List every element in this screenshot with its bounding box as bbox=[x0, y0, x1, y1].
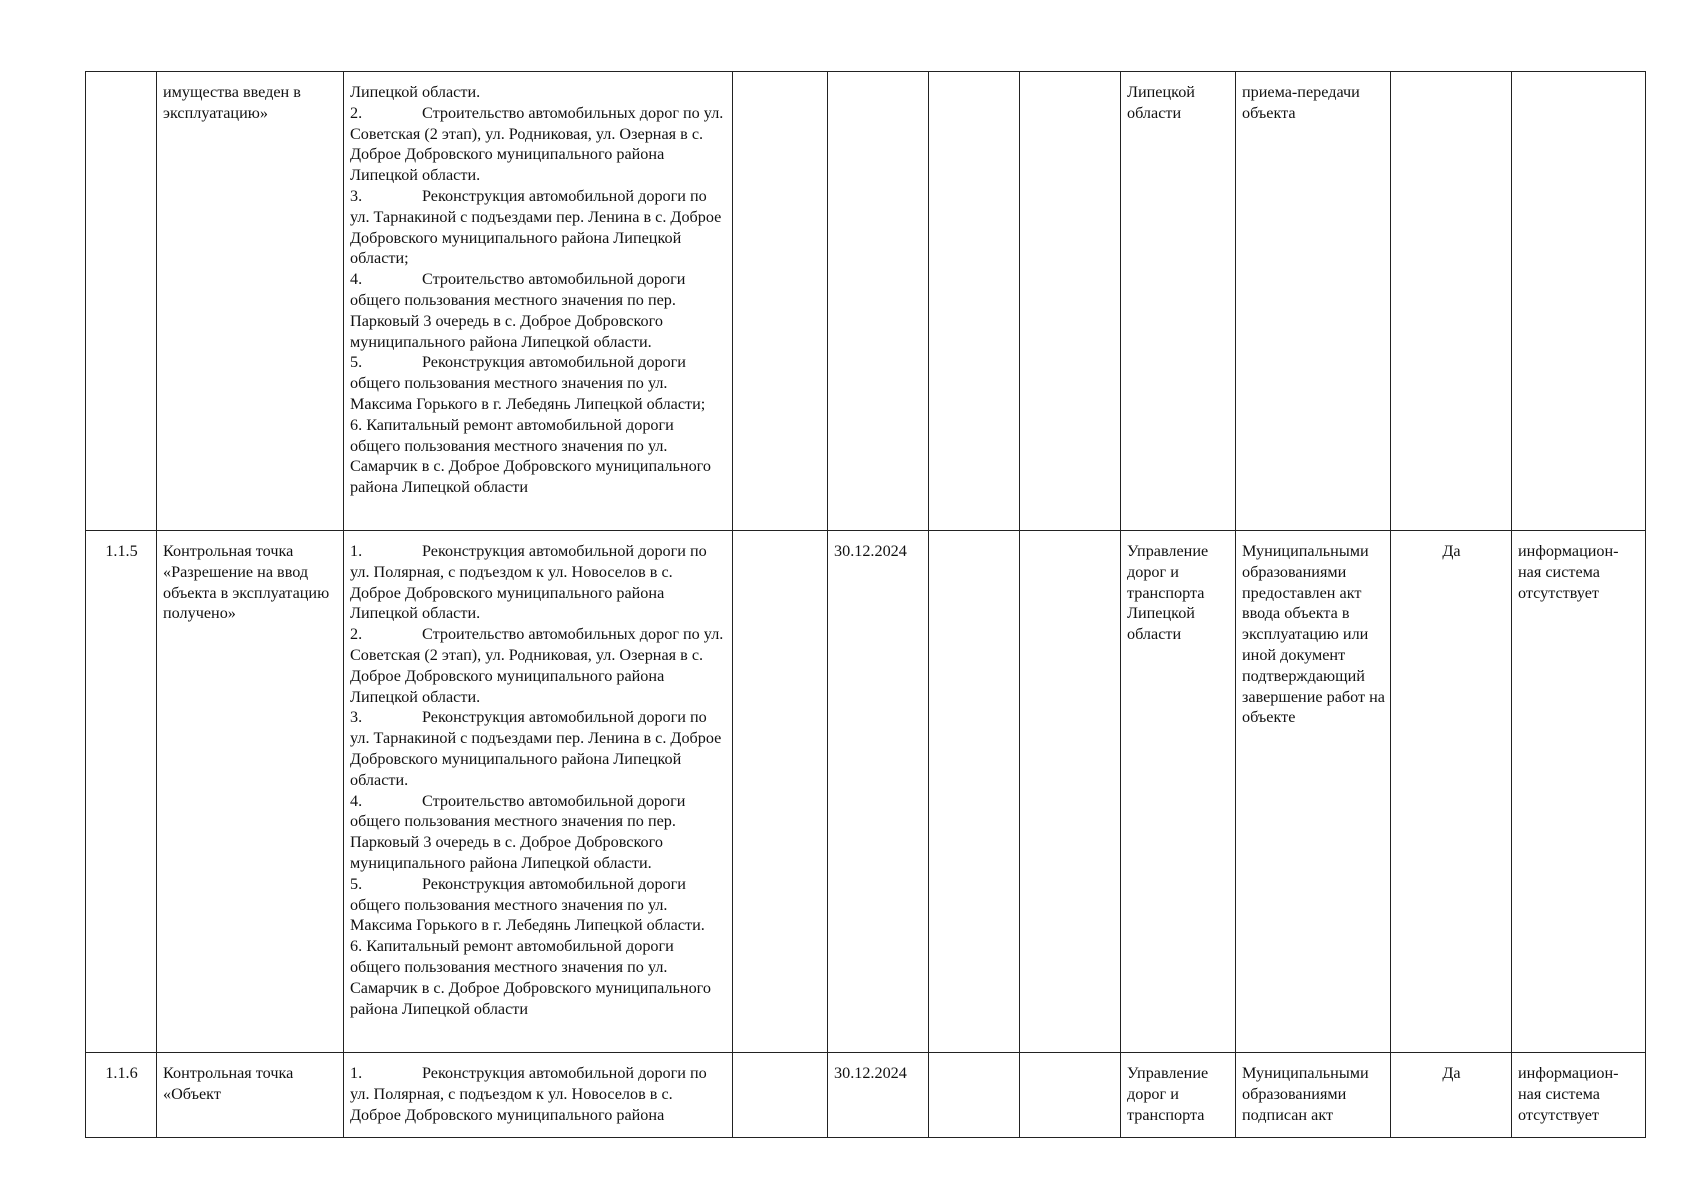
document-cell: приема-передачи объекта bbox=[1236, 72, 1391, 531]
object-item: 2. Строительство автомобильных дорог по ул. Советская (2 этап), ул. Родниковая, ул. Озерная в с. Доброе Добровского муниципального района Липецкой области. bbox=[350, 625, 724, 706]
checkpoint-name: Контрольная точка «Разрешение на ввод объекта в эксплуатацию получено» bbox=[157, 531, 344, 1053]
object-item: 1. Реконструкция автомобильной дороги по ул. Полярная, с подъездом к ул. Новоселов в с. Доброе Добровского муниципального района bbox=[350, 1064, 707, 1124]
table-row bbox=[86, 1053, 1646, 1138]
date-cell: 30.12.2024 bbox=[828, 531, 929, 1053]
object-item: 4. Строительство автомобильной дороги общего пользования местного значения по пер. Парковый 3 очередь в с. Доброе Добровского муниципального района Липецкой области. bbox=[350, 270, 686, 351]
table-row bbox=[86, 531, 1646, 1053]
object-list bbox=[344, 1053, 733, 1138]
empty-cell bbox=[733, 72, 828, 531]
table-row bbox=[86, 72, 1646, 531]
object-item: 1. Реконструкция автомобильной дороги по ул. Полярная, с подъездом к ул. Новоселов в с. Доброе Добровского муниципального района Липецкой области. bbox=[350, 542, 707, 623]
responsible-cell: Управление дорог и транспорта Липецкой области bbox=[1121, 531, 1236, 1053]
object-item: 5. Реконструкция автомобильной дороги общего пользования местного значения по ул. Максима Горького в г. Лебедянь Липецкой области. bbox=[350, 874, 705, 935]
object-item: 6. Капитальный ремонт автомобильной дороги общего пользования местного значения по ул. Самарчик в с. Доброе Добровского муниципального района Липецкой области bbox=[350, 937, 711, 1018]
empty-cell bbox=[733, 1053, 828, 1138]
object-item: 3. Реконструкция автомобильной дороги по ул. Тарнакиной с подъездами пер. Ленина в с. Доброе Добровского муниципального района Липецкой области. bbox=[350, 708, 722, 789]
checkpoint-name: Контрольная точка «Объект bbox=[157, 1053, 344, 1138]
empty-cell bbox=[1020, 72, 1121, 531]
object-list bbox=[344, 531, 733, 1053]
system-cell: информацион-ная система отсутствует bbox=[1512, 531, 1646, 1053]
flag-cell: Да bbox=[1391, 1053, 1512, 1138]
object-item: 3. Реконструкция автомобильной дороги по ул. Тарнакиной с подъездами пер. Ленина в с. Доброе Добровского муниципального района Липецкой области; bbox=[350, 186, 722, 268]
responsible-cell: Управление дорог и транспорта bbox=[1121, 1053, 1236, 1138]
flag-cell: Да bbox=[1391, 531, 1512, 1053]
date-cell bbox=[828, 72, 929, 531]
document-cell: Муниципальными образованиями подписан акт bbox=[1236, 1053, 1391, 1138]
flag-cell bbox=[1391, 72, 1512, 531]
row-number bbox=[86, 72, 157, 531]
empty-cell bbox=[929, 1053, 1020, 1138]
object-item: 6. Капитальный ремонт автомобильной дороги общего пользования местного значения по ул. Самарчик в с. Доброе Добровского муниципального района Липецкой области bbox=[350, 415, 711, 497]
object-item: 2. Строительство автомобильных дорог по ул. Советская (2 этап), ул. Родниковая, ул. Озерная в с. Доброе Добровского муниципального района Липецкой области. bbox=[350, 103, 724, 185]
object-list bbox=[344, 72, 733, 531]
document-cell: Муниципальными образованиями предоставлен акт ввода объекта в эксплуатацию или иной документ подтверждающий завершение работ на объекте bbox=[1236, 531, 1391, 1053]
empty-cell bbox=[1020, 1053, 1121, 1138]
row-number: 1.1.5 bbox=[86, 531, 157, 1053]
empty-cell bbox=[929, 72, 1020, 531]
checkpoint-name: имущества введен в эксплуатацию» bbox=[157, 72, 344, 531]
empty-cell bbox=[1020, 531, 1121, 1053]
system-cell bbox=[1512, 72, 1646, 531]
object-item: Липецкой области. bbox=[350, 83, 481, 101]
empty-cell bbox=[733, 531, 828, 1053]
object-item: 5. Реконструкция автомобильной дороги общего пользования местного значения по ул. Максима Горького в г. Лебедянь Липецкой области; bbox=[350, 353, 706, 413]
responsible-cell: Липецкой области bbox=[1121, 72, 1236, 531]
system-cell: информацион-ная система отсутствует bbox=[1512, 1053, 1646, 1138]
row-number: 1.1.6 bbox=[86, 1053, 157, 1138]
empty-cell bbox=[929, 531, 1020, 1053]
object-item: 4. Строительство автомобильной дороги общего пользования местного значения по пер. Парковый 3 очередь в с. Доброе Добровского муниципального района Липецкой области. bbox=[350, 791, 686, 872]
plan-table bbox=[85, 71, 1646, 1138]
date-cell: 30.12.2024 bbox=[828, 1053, 929, 1138]
